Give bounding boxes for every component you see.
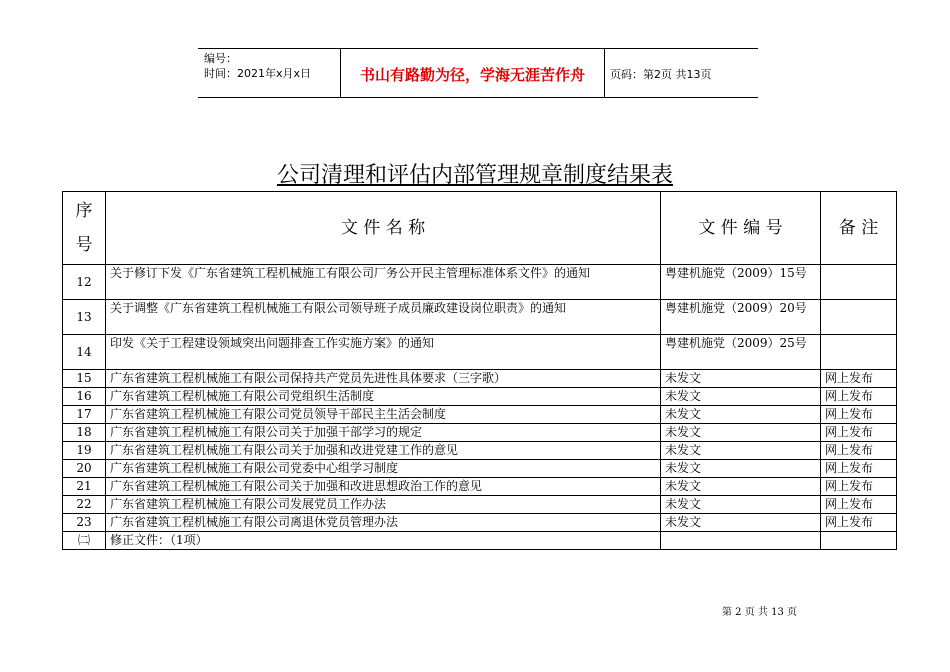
table-row (63, 265, 897, 300)
section-code (661, 532, 821, 550)
header-page-info: 页码：第2页 共13页 (610, 68, 712, 81)
page-footer: 第 2 页 共 13 页 (722, 607, 797, 618)
header-seq-bottom: 号 (75, 235, 93, 255)
row-note: 网上发布 (821, 406, 897, 424)
header-name: 文 件 名 称 (106, 192, 661, 265)
row-name: 广东省建筑工程机械施工有限公司党委中心组学习制度 (106, 460, 661, 478)
row-seq: 17 (63, 406, 106, 424)
page-header (198, 48, 758, 98)
row-seq: 13 (63, 300, 106, 335)
row-name: 广东省建筑工程机械施工有限公司党员领导干部民主生活会制度 (106, 406, 661, 424)
row-code: 未发文 (661, 442, 821, 460)
row-name: 关于调整《广东省建筑工程机械施工有限公司领导班子成员廉政建设岗位职责》的通知 (106, 300, 661, 335)
row-name: 广东省建筑工程机械施工有限公司发展党员工作办法 (106, 496, 661, 514)
row-code: 粤建机施党（2009）25号 (661, 335, 821, 370)
row-code: 未发文 (661, 424, 821, 442)
header-divider (604, 49, 605, 97)
row-note (821, 265, 897, 300)
row-note: 网上发布 (821, 460, 897, 478)
row-code: 未发文 (661, 370, 821, 388)
section-row (63, 532, 897, 550)
row-seq: 21 (63, 478, 106, 496)
table-row (63, 514, 897, 532)
table-row (63, 460, 897, 478)
time-label: 时间：2021年x月x日 (204, 67, 312, 80)
header-code: 文 件 编 号 (661, 192, 821, 265)
row-name: 广东省建筑工程机械施工有限公司党组织生活制度 (106, 388, 661, 406)
table-row (63, 388, 897, 406)
header-meta (204, 51, 334, 81)
table-row (63, 370, 897, 388)
table-row (63, 300, 897, 335)
section-note (821, 532, 897, 550)
row-code: 未发文 (661, 496, 821, 514)
row-name: 广东省建筑工程机械施工有限公司关于加强干部学习的规定 (106, 424, 661, 442)
row-note: 网上发布 (821, 424, 897, 442)
row-code: 未发文 (661, 406, 821, 424)
header-seq-top: 序 (75, 201, 93, 221)
row-name: 广东省建筑工程机械施工有限公司关于加强和改进思想政治工作的意见 (106, 478, 661, 496)
row-note (821, 335, 897, 370)
row-note: 网上发布 (821, 388, 897, 406)
row-seq: 20 (63, 460, 106, 478)
row-name: 广东省建筑工程机械施工有限公司保持共产党员先进性具体要求（三字歌） (106, 370, 661, 388)
header-motto: 书山有路勤为径，学海无涯苦作舟 (359, 66, 585, 84)
row-seq: 18 (63, 424, 106, 442)
row-name: 印发《关于工程建设领域突出问题排查工作实施方案》的通知 (106, 335, 661, 370)
row-name: 广东省建筑工程机械施工有限公司离退休党员管理办法 (106, 514, 661, 532)
section-title: 修正文件：（1项） (106, 532, 661, 550)
row-code: 粤建机施党（2009）20号 (661, 300, 821, 335)
row-name: 关于修订下发《广东省建筑工程机械施工有限公司厂务公开民主管理标准体系文件》的通知 (106, 265, 661, 300)
row-code: 粤建机施党（2009）15号 (661, 265, 821, 300)
number-label: 编号： (204, 52, 237, 65)
table-row (63, 424, 897, 442)
row-code: 未发文 (661, 388, 821, 406)
table-row (63, 496, 897, 514)
row-note: 网上发布 (821, 496, 897, 514)
row-seq: 19 (63, 442, 106, 460)
row-note: 网上发布 (821, 478, 897, 496)
row-note (821, 300, 897, 335)
table-row (63, 442, 897, 460)
table-row (63, 335, 897, 370)
regulations-table (62, 191, 897, 550)
row-seq: 16 (63, 388, 106, 406)
table-body (63, 265, 897, 532)
section-seq: ㈡ (63, 532, 106, 550)
document-title: 公司清理和评估内部管理规章制度结果表 (276, 163, 673, 188)
row-code: 未发文 (661, 460, 821, 478)
row-seq: 15 (63, 370, 106, 388)
row-seq: 23 (63, 514, 106, 532)
row-note: 网上发布 (821, 442, 897, 460)
header-note: 备 注 (821, 192, 897, 265)
row-seq: 12 (63, 265, 106, 300)
row-note: 网上发布 (821, 514, 897, 532)
row-code: 未发文 (661, 514, 821, 532)
row-note: 网上发布 (821, 370, 897, 388)
table-row (63, 478, 897, 496)
row-seq: 22 (63, 496, 106, 514)
header-seq (63, 192, 106, 265)
row-seq: 14 (63, 335, 106, 370)
row-code: 未发文 (661, 478, 821, 496)
table-header-row (63, 192, 897, 265)
row-name: 广东省建筑工程机械施工有限公司关于加强和改进党建工作的意见 (106, 442, 661, 460)
table-row (63, 406, 897, 424)
